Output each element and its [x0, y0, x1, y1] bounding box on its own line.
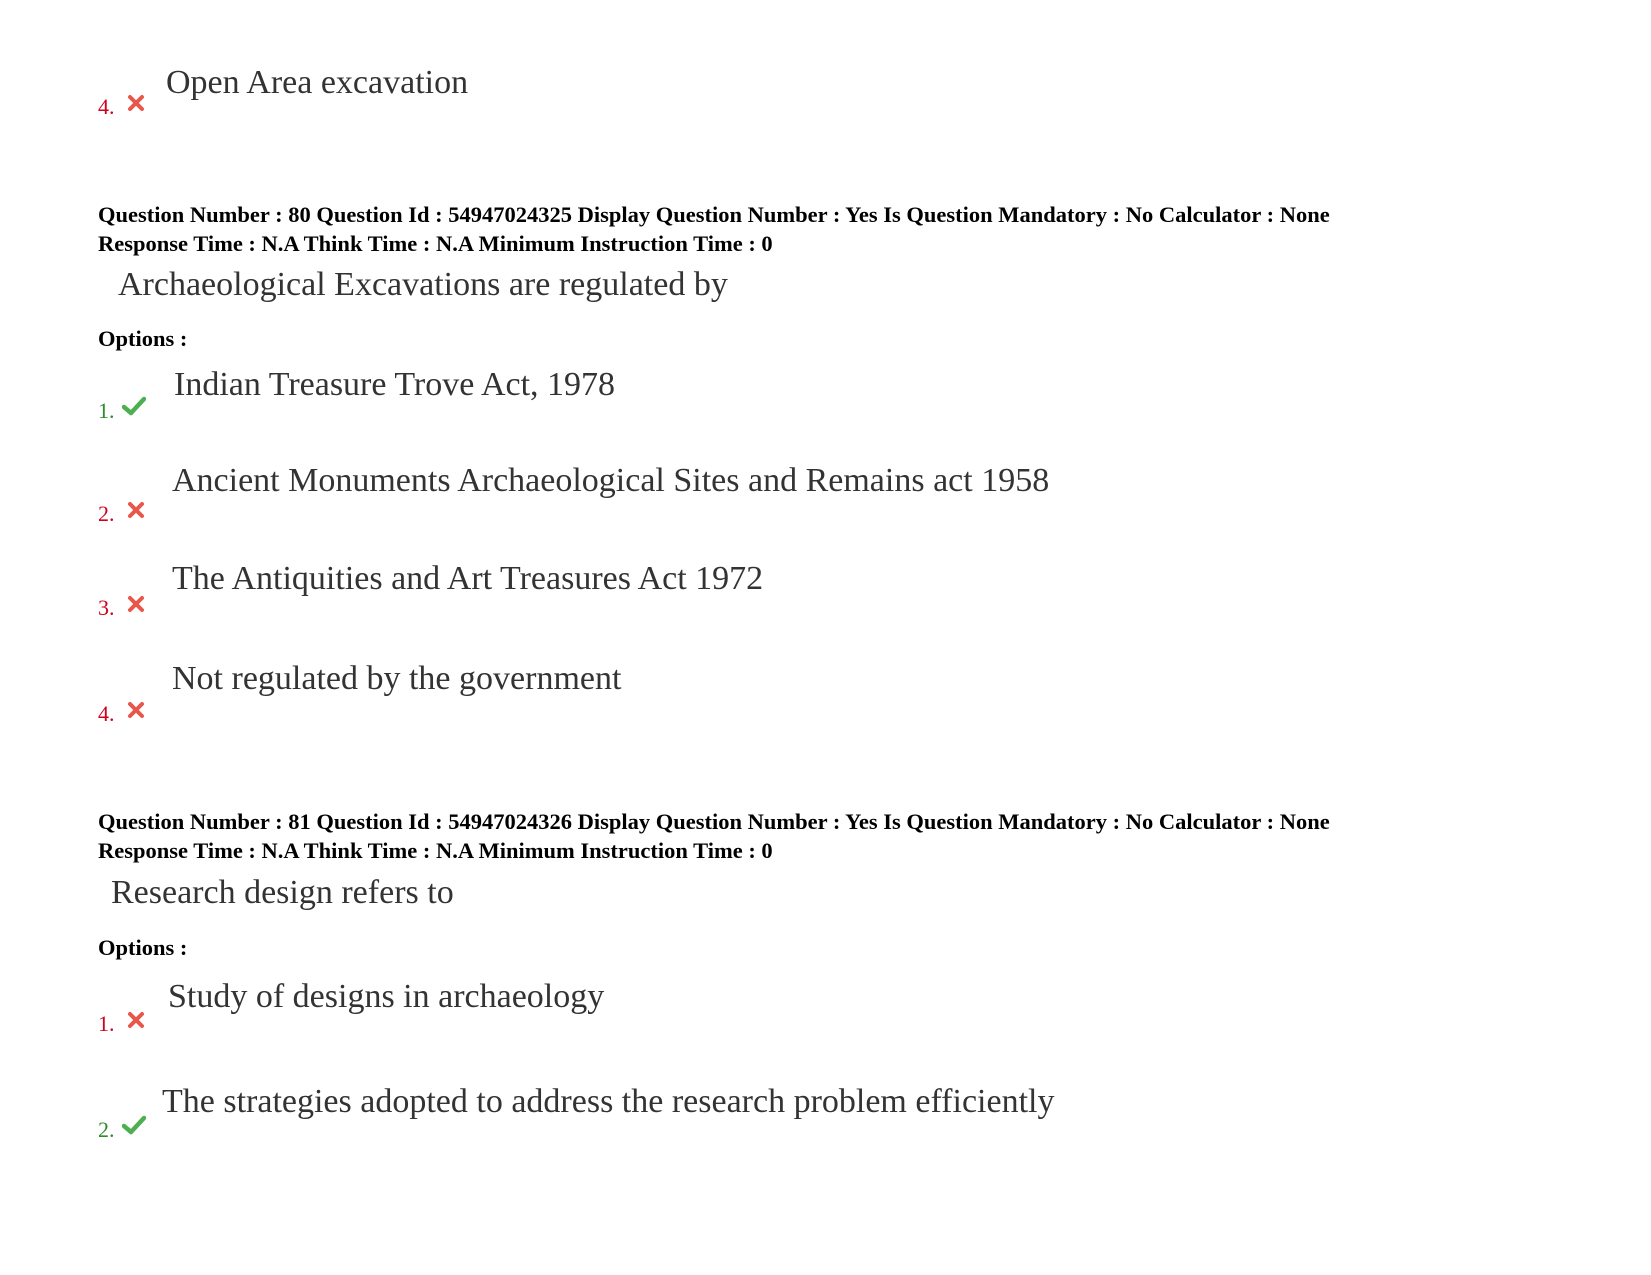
option-text: Ancient Monuments Archaeological Sites and Remains act 1958: [172, 462, 1050, 499]
option-text: The Antiquities and Art Treasures Act 1972: [172, 560, 764, 597]
check-icon: [122, 1115, 146, 1135]
cross-icon: [126, 700, 146, 720]
options-label: Options :: [98, 935, 188, 960]
option-text: Indian Treasure Trove Act, 1978: [174, 366, 616, 403]
cross-icon: [126, 500, 146, 520]
question-meta-line: Response Time : N.A Think Time : N.A Minimum Instruction Time : 0: [98, 231, 773, 256]
option-text: Open Area excavation: [166, 64, 469, 101]
question-meta-line: Question Number : 80 Question Id : 54947024325 Display Question Number : Yes Is Question Mandatory : No Calculator : None: [98, 202, 1330, 227]
question-text: Research design refers to: [111, 874, 454, 911]
cross-icon: [126, 594, 146, 614]
option-number: 2.: [98, 1117, 115, 1142]
cross-icon: [126, 1010, 146, 1030]
question-text: Archaeological Excavations are regulated by: [118, 266, 728, 303]
option-number: 1.: [98, 1011, 115, 1036]
option-text: Study of designs in archaeology: [168, 978, 605, 1015]
options-label: Options :: [98, 326, 188, 351]
option-text: Not regulated by the government: [172, 660, 622, 697]
option-number: 1.: [98, 398, 115, 423]
option-text: The strategies adopted to address the research problem efficiently: [162, 1083, 1055, 1120]
option-number: 4.: [98, 701, 115, 726]
option-number: 4.: [98, 94, 115, 119]
option-number: 2.: [98, 501, 115, 526]
cross-icon: [126, 93, 146, 113]
question-meta: [98, 200, 1330, 258]
check-icon: [122, 396, 146, 416]
question-meta: [98, 807, 1330, 865]
question-meta-line: Question Number : 81 Question Id : 54947024326 Display Question Number : Yes Is Question Mandatory : No Calculator : None: [98, 809, 1330, 834]
option-number: 3.: [98, 595, 115, 620]
question-meta-line: Response Time : N.A Think Time : N.A Minimum Instruction Time : 0: [98, 838, 773, 863]
